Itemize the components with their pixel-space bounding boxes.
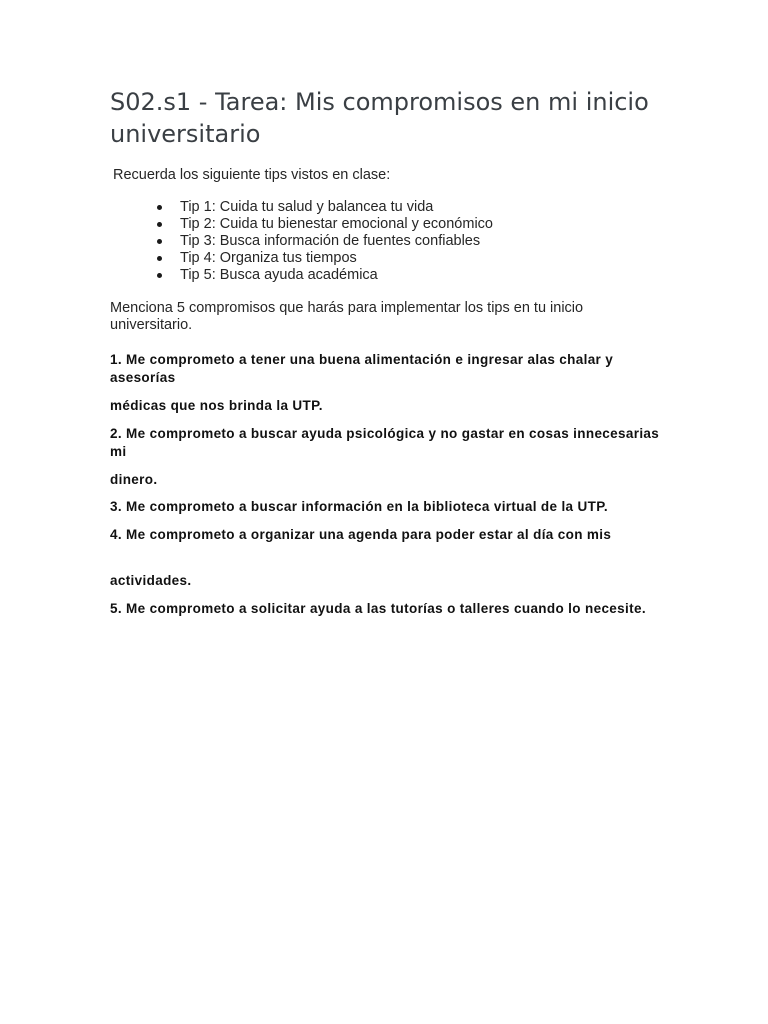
tip-text: Tip 5: Busca ayuda académica xyxy=(180,267,378,283)
commitment-5: 5. Me comprometo a solicitar ayuda a las tutorías o talleres cuando lo necesite. xyxy=(110,601,646,616)
intro-text: Recuerda los siguiente tips vistos en clase: xyxy=(113,167,391,183)
tip-text: Tip 2: Cuida tu bienestar emocional y económico xyxy=(180,216,493,232)
page-title: S02.s1 - Tarea: Mis compromisos en mi inicio universitario xyxy=(110,88,649,148)
commitment-2: 2. Me comprometo a buscar ayuda psicológica y no gastar en cosas innecesarias mi xyxy=(110,426,660,459)
tip-text: Tip 3: Busca información de fuentes confiables xyxy=(180,233,481,249)
list-item xyxy=(0,250,493,267)
instruction-text: Menciona 5 compromisos que harás para implementar los tips en tu inicio universitario. xyxy=(110,300,584,333)
list-item xyxy=(0,233,493,250)
bullet-icon xyxy=(157,205,162,210)
tips-list xyxy=(0,199,493,284)
tip-text: Tip 1: Cuida tu salud y balancea tu vida xyxy=(180,199,434,215)
commitment-1-continued: médicas que nos brinda la UTP. xyxy=(110,398,323,413)
tip-text: Tip 4: Organiza tus tiempos xyxy=(180,250,357,266)
commitment-3: 3. Me comprometo a buscar información en la biblioteca virtual de la UTP. xyxy=(110,499,608,514)
bullet-icon xyxy=(157,222,162,227)
list-item xyxy=(0,199,493,216)
list-item xyxy=(0,267,493,284)
commitment-4-continued: actividades. xyxy=(110,573,192,588)
bullet-icon xyxy=(157,273,162,278)
bullet-icon xyxy=(157,239,162,244)
commitment-1: 1. Me comprometo a tener una buena alimentación e ingresar alas chalar y asesorías xyxy=(110,352,614,385)
commitment-4: 4. Me comprometo a organizar una agenda para poder estar al día con mis xyxy=(110,527,612,542)
bullet-icon xyxy=(157,256,162,261)
list-item xyxy=(0,216,493,233)
commitment-2-continued: dinero. xyxy=(110,472,158,487)
